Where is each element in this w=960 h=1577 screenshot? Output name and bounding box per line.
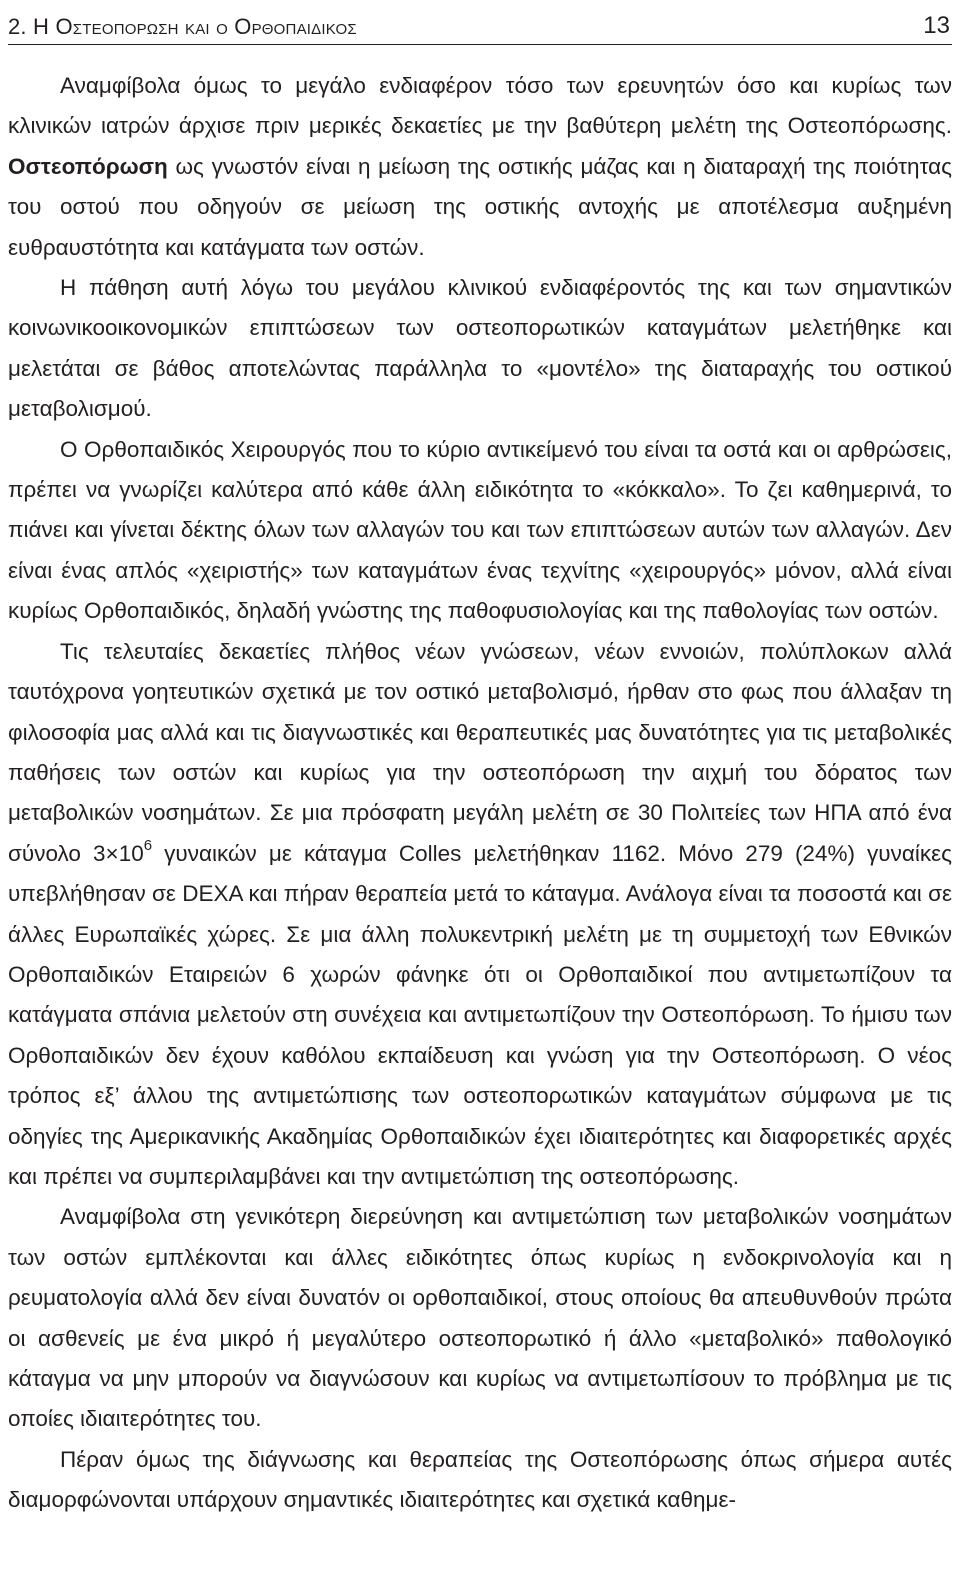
paragraph-6: Πέραν όμως της διάγνωσης και θεραπείας της Οστεοπόρωσης όπως σήμερα αυτές διαμορφώνονται υπάρχουν σημαντικές ιδιαιτερότητες και σχετικά καθημε- <box>8 1446 952 1513</box>
chapter-prefix: 2. Η <box>8 14 56 39</box>
paragraph-4-text-a: Τις τελευταίες δεκαετίες πλήθος νέων γνώσεων, νέων εννοιών, πολύπλοκων αλλά ταυτόχρονα γοητευτικών σχετικά με τον οστικό μεταβολισμό, ήρθαν στο φως που άλλαξαν τη φιλοσοφία μας αλλά και τις διαγνωστικές και θεραπευτικές μας δυνατότητες για τις μεταβολικές παθήσεις των οστών και κυρίως για την οστεοπόρωση την αιχμή του δόρατος των μεταβολικών νοσημάτων. Σε μια πρόσφατη μεγάλη μελέτη σε 30 Πολιτείες των ΗΠΑ από ένα σύνολο 3×10 <box>8 638 952 866</box>
paragraph-1-text-a: Αναμφίβολα όμως το μεγάλο ενδιαφέρον τόσο των ερευνητών όσο και κυρίως των κλινικών ιατρών άρχισε πριν μερικές δεκαετίες με την βαθύτερη μελέτη της Οστεοπόρωσης. <box>8 73 952 139</box>
paragraph-4 <box>8 632 952 1198</box>
chapter-title <box>8 14 357 40</box>
term-osteoporosis: Οστεοπόρωση <box>8 153 168 179</box>
superscript-exponent: 6 <box>143 837 153 855</box>
running-header <box>8 4 952 45</box>
body-text <box>8 66 952 1521</box>
paragraph-4-text-b: γυναικών με κάταγμα Colles μελετήθηκαν 1162. Μόνο 279 (24%) γυναίκες υπεβλήθησαν σε DEXA και πήραν θεραπεία μετά το κάταγμα. Ανάλογα είναι τα ποσοστά και σε άλλες Ευρωπαϊκές χώρες. Σε μια άλλη πολυκεντρική μελέτη με τη συμμετοχή των Εθνικών Ορθοπαιδικών Εταιρειών 6 χωρών φάνηκε ότι οι Ορθοπαιδικοί που αντιμετωπίζουν τα κατάγματα σπάνια μελετούν στη συνέχεια και αντιμετωπίζουν την Οστεοπόρωση. Το ήμισυ των Ορθοπαιδικών δεν έχουν καθόλου εκπαίδευση και γνώση για την Οστεοπόρωση. Ο νέος τρόπος εξ’ άλλου της αντιμετώπισης των οστεοπορωτικών καταγμάτων σύμφωνα με τις οδηγίες της Αμερικανικής Ακαδημίας Ορθοπαιδικών έχει ιδιαιτερότητες και διαφορετικές αρχές και πρέπει να συμπεριλαμβάνει και την αντιμετώπιση της οστεοπόρωσης. <box>8 840 952 1189</box>
chapter-title-text: Οστεοπορωση και ο Ορθοπαιδικος <box>55 14 357 39</box>
paragraph-2: Η πάθηση αυτή λόγω του μεγάλου κλινικού ενδιαφέροντός της και των σημαντικών κοινωνικοοικονομικών επιπτώσεων των οστεοπορωτικών καταγμάτων μελετήθηκε και μελετάται σε βάθος αποτελώντας παράλληλα το «μοντέλο» της διαταραχής του οστικού μεταβολισμού. <box>8 275 952 422</box>
paragraph-5: Αναμφίβολα στη γενικότερη διερεύνηση και αντιμετώπιση των μεταβολικών νοσημάτων των οστών εμπλέκονται και άλλες ειδικότητες όπως κυρίως η ενδοκρινολογία και η ρευματολογία αλλά δεν είναι δυνατόν οι ορθοπαιδικοί, στους οποίους θα απευθυνθούν πρώτα οι ασθενείς με ένα μικρό ή μεγαλύτερο οστεοπορωτικό ή άλλο «μεταβολικό» παθολογικό κάταγμα να μην μπορούν να διαγνώσουν και κυρίως να αντιμετωπίσουν το πρόβλημα με τις οποίες ιδιαιτερότητες του. <box>8 1204 952 1432</box>
page-number: 13 <box>923 12 950 39</box>
paragraph-3: Ο Ορθοπαιδικός Χειρουργός που το κύριο αντικείμενό του είναι τα οστά και οι αρθρώσεις, πρέπει να γνωρίζει καλύτερα από κάθε άλλη ειδικότητα το «κόκκαλο». Το ζει καθημερινά, το πιάνει και γίνεται δέκτης όλων των αλλαγών του και των επιπτώσεων αυτών των αλλαγών. Δεν είναι ένας απλός «χειριστής» των καταγμάτων ένας τεχνίτης «χειρουργός» μόνον, αλλά είναι κυρίως Ορθοπαιδικός, δηλαδή γνώστης της παθοφυσιολογίας και της παθολογίας των οστών. <box>8 436 952 624</box>
paragraph-1 <box>8 66 952 268</box>
paragraph-1-text-b: ως γνωστόν είναι η μείωση της οστικής μάζας και η διαταραχή της ποιότητας του οστού που οδηγούν σε μείωση της οστικής αντοχής με αποτέλεσμα αυξημένη ευθραυστότητα και κατάγματα των οστών. <box>8 153 952 260</box>
